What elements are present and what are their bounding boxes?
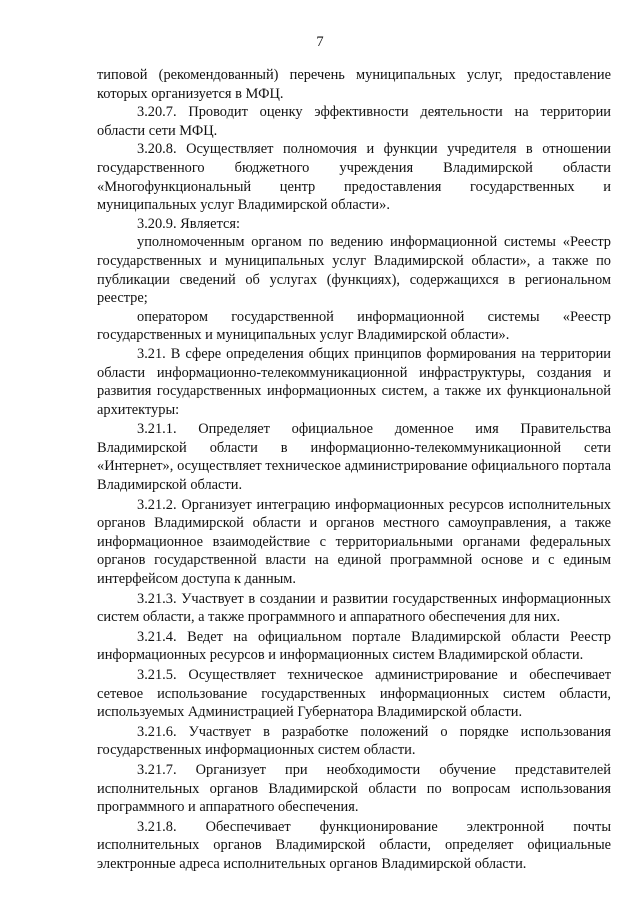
paragraph-3-21-5: 3.21.5. Осуществляет техническое администрирование и обеспечивает сетевое использование государственных информационных систем области, используемых Администрацией Губернатора Владимирской области. — [97, 667, 611, 721]
paragraph-3-21-6: 3.21.6. Участвует в разработке положений о порядке использования государственных информационных систем области. — [97, 723, 611, 759]
paragraph-3-20-9: 3.20.9. Является: — [137, 215, 241, 232]
paragraph-authorized-body: уполномоченным органом по ведению информационной системы «Реестр государственных и муниципальных услуг Владимирской области», а также по публикации сведений об услугах (функциях), содержащихся в региональном реестре; — [97, 234, 611, 307]
paragraph-3-21-3: 3.21.3. Участвует в создании и развитии государственных информационных систем области, а также программного и аппаратного обеспечения для них. — [97, 590, 611, 626]
paragraph-3-21: 3.21. В сфере определения общих принципов формирования на территории области информационно-телекоммуникационной инфраструктуры, создания и развития государственных информационных систем, а также их функциональной архитектуры: — [97, 345, 611, 418]
paragraph-operator: оператором государственной информационной системы «Реестр государственных и муниципальных услуг Владимирской области». — [97, 308, 611, 344]
paragraph-3-21-8: 3.21.8. Обеспечивает функционирование электронной почты исполнительных органов Владимирской области, определяет официальные электронные адреса исполнительных органов Владимирской области. — [97, 818, 611, 872]
paragraph-3-20-7: 3.20.7. Проводит оценку эффективности деятельности на территории области сети МФЦ. — [97, 104, 611, 139]
page-number: 7 — [316, 34, 324, 50]
paragraph-3-21-7: 3.21.7. Организует при необходимости обучение представителей исполнительных органов Владимирской области по вопросам использования программного и аппаратного обеспечения. — [97, 761, 611, 816]
paragraph-3-21-4: 3.21.4. Ведет на официальном портале Владимирской области Реестр информационных ресурсов и информационных систем Владимирской области. — [97, 628, 611, 664]
paragraph-3-20-8: 3.20.8. Осуществляет полномочия и функции учредителя в отношении государственного бюджетного учреждения Владимирской области «Многофункциональный центр предоставления государственных и муниципальных услуг Владимирской области». — [97, 141, 611, 214]
document-body — [97, 66, 611, 874]
paragraph-continuation: типовой (рекомендованный) перечень муниципальных услуг, предоставление которых организуется в МФЦ. — [97, 67, 611, 102]
paragraph-3-21-1: 3.21.1. Определяет официальное доменное имя Правительства Владимирской области в информационно-телекоммуникационной сети «Интернет», осуществляет техническое администрирование официального портала Владимирской области. — [97, 421, 611, 494]
paragraph-3-21-2: 3.21.2. Организует интеграцию информационных ресурсов исполнительных органов Владимирской области и органов местного самоуправления, а также информационное взаимодействие с территориальными органами федеральных органов государственной власти на единой программной основе и с единым интерфейсом доступа к данным. — [97, 496, 611, 588]
